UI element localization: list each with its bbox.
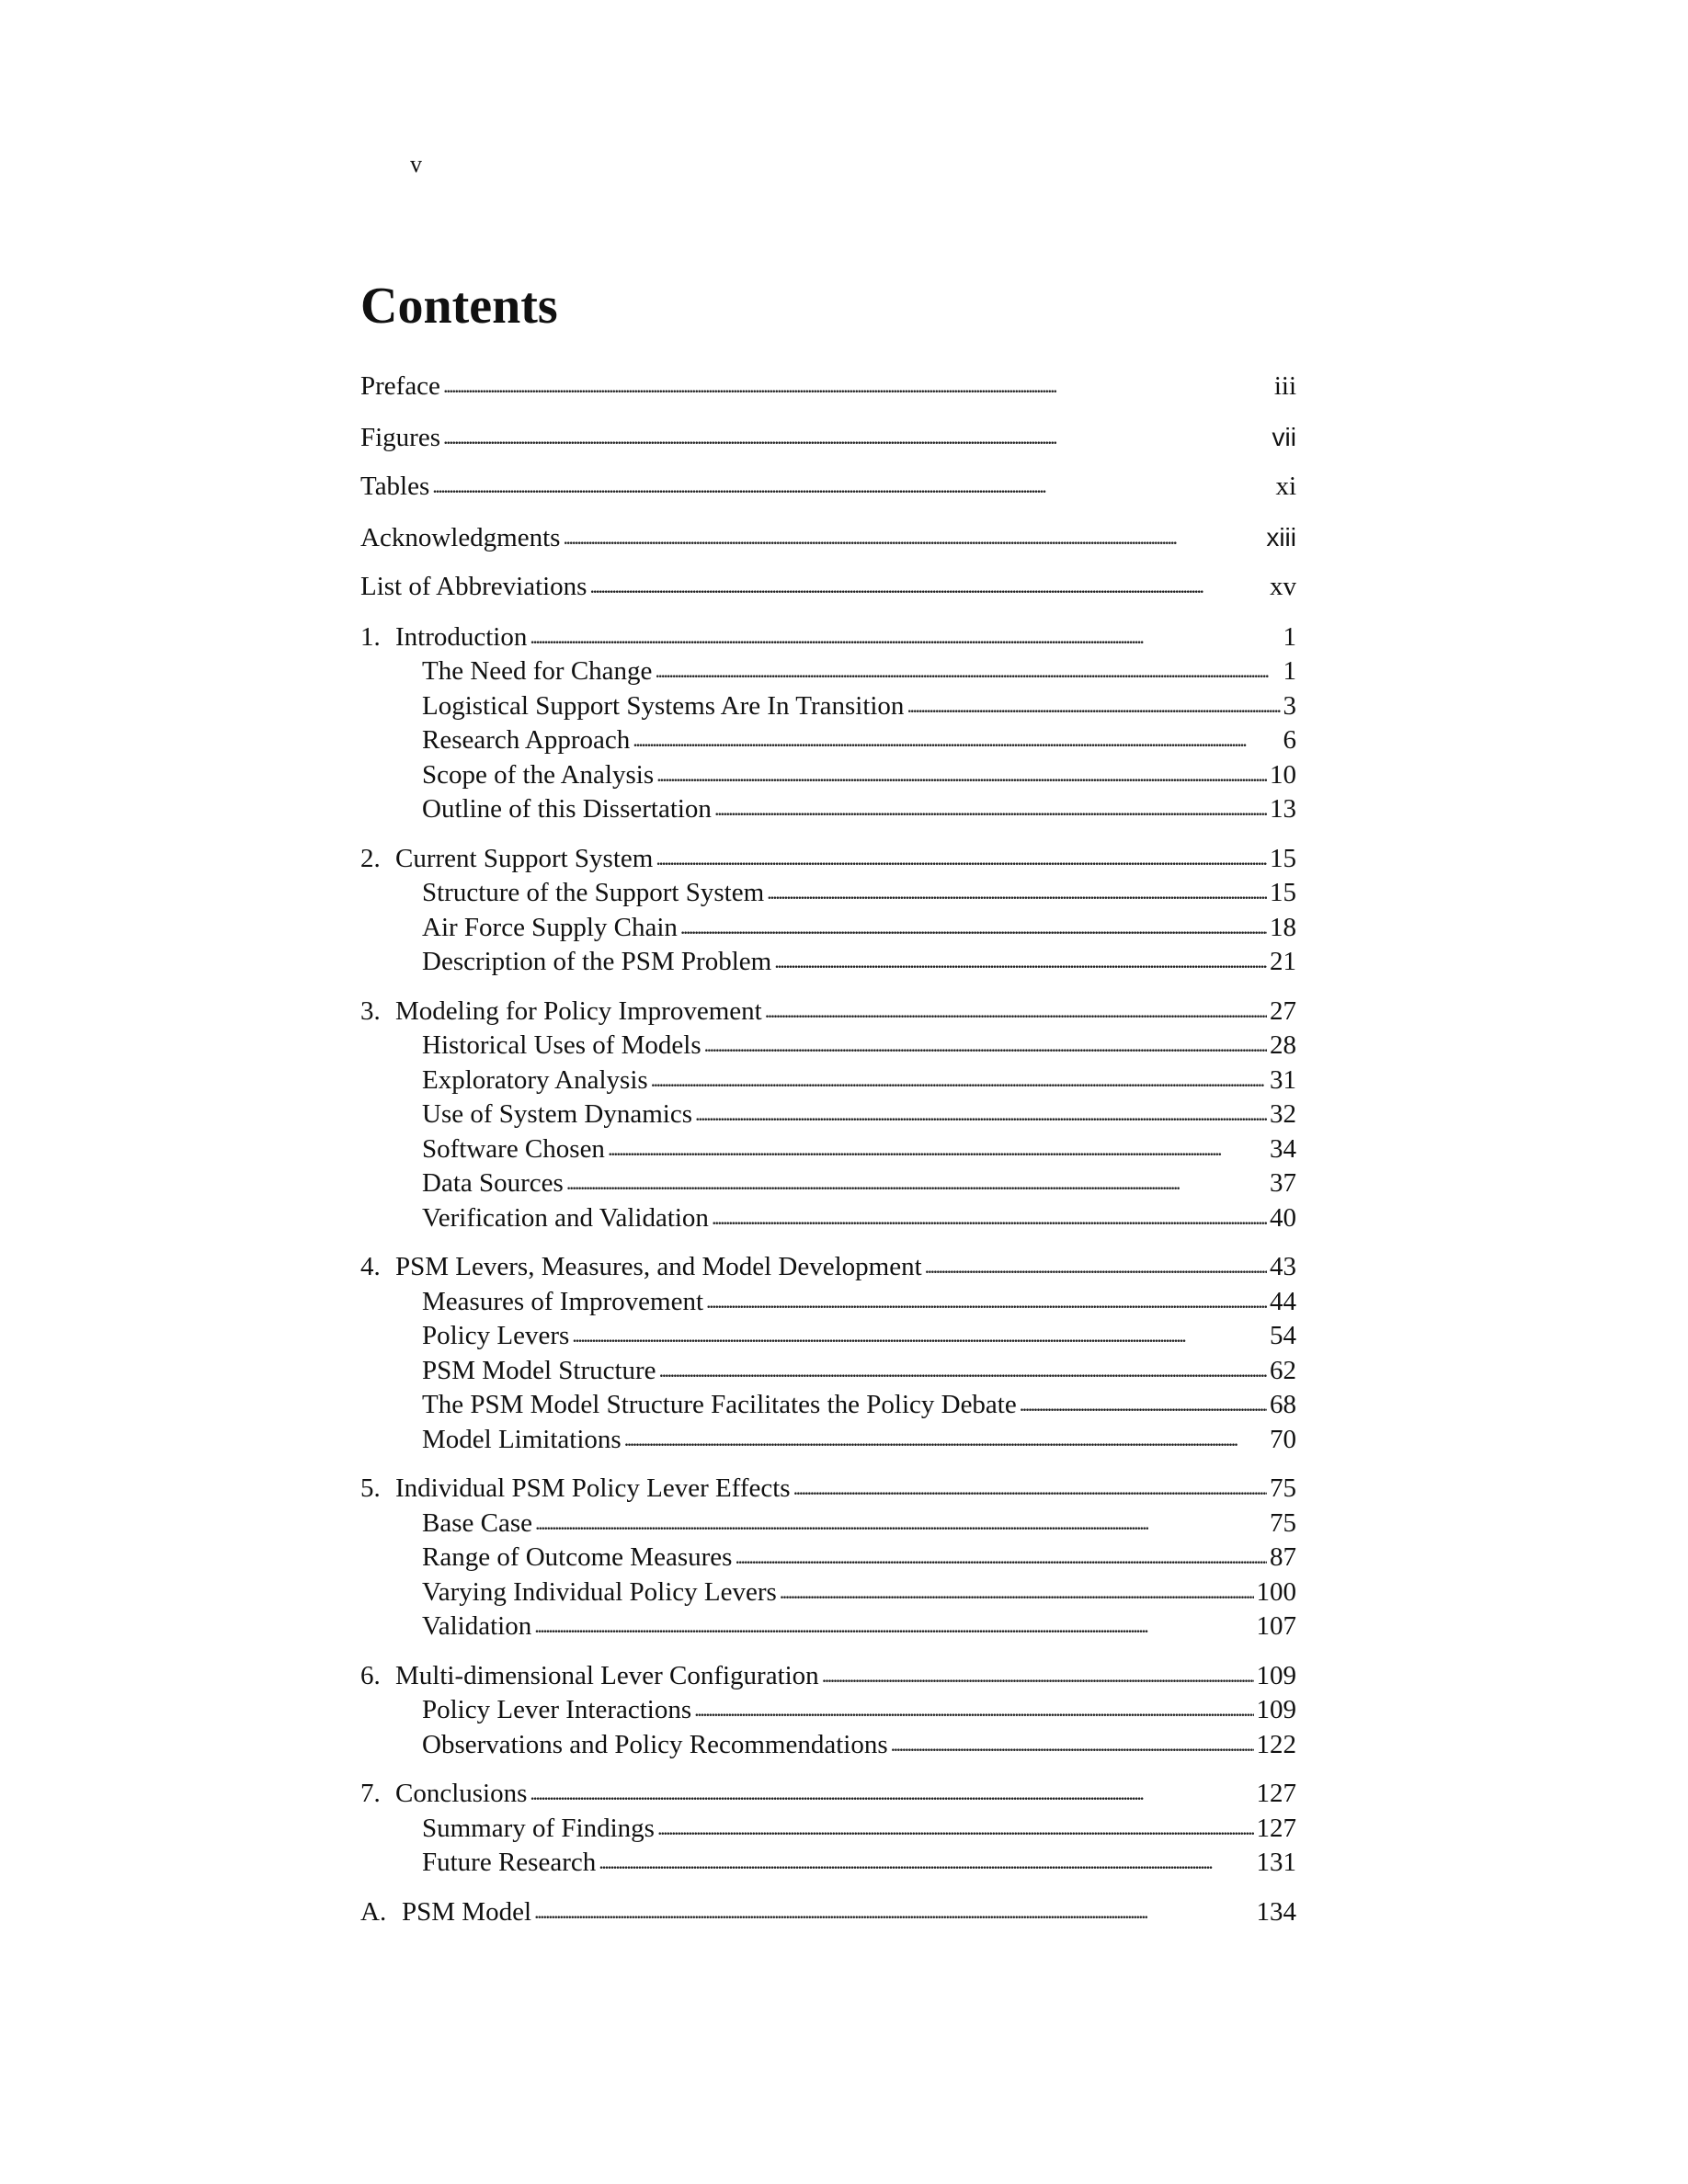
- toc-section-entry: [360, 1728, 1296, 1763]
- toc-entry-title: Figures: [360, 422, 440, 452]
- dot-leader: [534, 1608, 1253, 1644]
- page-number: v: [410, 151, 422, 177]
- toc-section-entry: [360, 1132, 1296, 1167]
- toc-entry-page: 131: [1256, 1848, 1296, 1877]
- dot-leader: [822, 1657, 1254, 1693]
- toc-entry-number: 2.: [360, 843, 381, 873]
- toc-entry-page: 109: [1256, 1695, 1296, 1724]
- page-title: Contents: [360, 278, 558, 335]
- toc-entry-page: 10: [1270, 759, 1296, 790]
- chapter-group: [360, 1250, 1296, 1457]
- toc-section-entry: [360, 1423, 1296, 1458]
- toc-entry-label: [422, 876, 764, 911]
- toc-entry-title: PSM Model Structure: [422, 1355, 656, 1385]
- dot-leader: [907, 688, 1280, 723]
- dot-leader: [793, 1470, 1267, 1506]
- toc-entry-title: PSM Model: [402, 1896, 532, 1927]
- toc-entry-title: Preface: [360, 371, 440, 401]
- toc-entry-label: [422, 1132, 605, 1167]
- toc-section-entry: [360, 1812, 1296, 1847]
- dot-leader: [706, 1283, 1267, 1319]
- front-matter-group: [360, 470, 1296, 505]
- toc-entry-title: Varying Individual Policy Levers: [422, 1576, 777, 1607]
- dot-leader: [599, 1844, 1253, 1880]
- toc-entry-page: 75: [1270, 1507, 1296, 1538]
- toc-entry-label: [422, 1812, 655, 1847]
- toc-section-entry: [360, 1610, 1296, 1644]
- toc-entry-page: xv: [1270, 572, 1296, 601]
- toc-entry-page: 28: [1270, 1030, 1296, 1060]
- toc-entry-page: 27: [1270, 995, 1296, 1026]
- toc-entry-title: Air Force Supply Chain: [422, 912, 678, 942]
- toc-front-matter-entry: [360, 370, 1296, 404]
- toc-entry-title: Logistical Support Systems Are In Transition: [422, 690, 905, 721]
- toc-entry-page: 62: [1270, 1355, 1296, 1385]
- toc-entry-page: xiii: [1266, 522, 1296, 552]
- dot-leader: [704, 1027, 1267, 1063]
- front-matter-group: [360, 370, 1296, 404]
- toc-entry-title: PSM Levers, Measures, and Model Development: [395, 1252, 922, 1281]
- dot-leader: [735, 1539, 1267, 1575]
- toc-entry-label: [360, 842, 653, 877]
- dot-leader: [694, 1691, 1253, 1727]
- front-matter-group: [360, 520, 1296, 555]
- toc-entry-number: 5.: [360, 1473, 381, 1503]
- toc-entry-title: Structure of the Support System: [422, 878, 765, 907]
- toc-entry-title: Current Support System: [395, 843, 654, 873]
- toc-section-entry: [360, 1388, 1296, 1423]
- dot-leader: [656, 756, 1267, 792]
- toc-entry-label: [360, 620, 527, 655]
- toc-entry-title: Conclusions: [395, 1779, 528, 1808]
- dot-leader: [659, 1352, 1267, 1388]
- toc-entry-label: [360, 470, 429, 505]
- dot-leader: [765, 993, 1267, 1029]
- toc-entry-label: [422, 654, 652, 689]
- toc-entry-title: Summary of Findings: [422, 1813, 655, 1843]
- toc-section-entry: [360, 1201, 1296, 1236]
- toc-entry-title: Policy Levers: [422, 1321, 570, 1350]
- toc-entry-page: 15: [1270, 843, 1296, 873]
- dot-leader: [680, 909, 1267, 945]
- toc-entry-page: 31: [1270, 1064, 1296, 1095]
- dot-leader: [651, 1062, 1267, 1098]
- chapter-entries: [360, 620, 1296, 1881]
- toc-section-entry: [360, 1693, 1296, 1728]
- toc-entry-page: 43: [1270, 1252, 1296, 1281]
- toc-entry-title: Policy Lever Interactions: [422, 1695, 692, 1724]
- toc-entry-label: [360, 1777, 527, 1812]
- toc-section-entry: [360, 1846, 1296, 1881]
- chapter-group: [360, 1472, 1296, 1644]
- toc-entry-page: 1: [1283, 621, 1296, 652]
- dot-leader: [608, 1131, 1267, 1166]
- toc-entry-label: [422, 1201, 709, 1236]
- toc-entry-title: Historical Uses of Models: [422, 1030, 701, 1060]
- toc-entry-page: 127: [1256, 1779, 1296, 1808]
- chapter-group: [360, 995, 1296, 1236]
- toc-entry-page: 3: [1283, 690, 1296, 721]
- toc-entry-page: 134: [1256, 1896, 1296, 1927]
- toc-section-entry: [360, 876, 1296, 911]
- toc-entry-label: [360, 995, 762, 1029]
- toc-entry-label: [422, 1728, 888, 1763]
- toc-entry-page: 100: [1256, 1576, 1296, 1607]
- appendix-entries: [360, 1895, 1296, 1930]
- toc-entry-page: vii: [1272, 422, 1296, 451]
- toc-entry-page: 13: [1270, 794, 1296, 824]
- toc-entry-label: [360, 1250, 922, 1285]
- toc-entry-label: [422, 945, 771, 980]
- toc-section-entry: [360, 723, 1296, 758]
- toc-chapter-entry: [360, 1777, 1296, 1812]
- toc-front-matter-entry: [360, 520, 1296, 555]
- toc-entry-title: Acknowledgments: [360, 522, 561, 552]
- toc-entry-title: Base Case: [422, 1507, 532, 1538]
- toc-entry-number: A.: [360, 1896, 387, 1927]
- toc-entry-label: [422, 1064, 648, 1098]
- toc-entry-page: 32: [1270, 1099, 1296, 1129]
- toc-chapter-entry: [360, 1659, 1296, 1694]
- toc-entry-label: [422, 723, 630, 758]
- toc-entry-title: Model Limitations: [422, 1424, 622, 1454]
- toc-front-matter-entry: [360, 570, 1296, 605]
- toc-entry-title: Future Research: [422, 1848, 597, 1877]
- toc-entry-label: [422, 1354, 656, 1389]
- toc-entry-label: [422, 792, 712, 827]
- toc-section-entry: [360, 1319, 1296, 1354]
- toc-entry-page: 107: [1256, 1611, 1296, 1641]
- toc-entry-page: iii: [1273, 371, 1296, 401]
- front-matter-group: [360, 570, 1296, 605]
- toc-entry-label: [422, 1507, 532, 1541]
- toc-entry-page: 122: [1256, 1729, 1296, 1759]
- toc-section-entry: [360, 945, 1296, 980]
- toc-entry-title: Validation: [422, 1611, 532, 1641]
- toc-entry-label: [422, 911, 678, 946]
- toc-entry-page: 127: [1256, 1813, 1296, 1843]
- toc-entry-number: 1.: [360, 621, 381, 652]
- chapter-group: [360, 620, 1296, 827]
- dot-leader: [714, 791, 1267, 826]
- toc-entry-label: [422, 1846, 596, 1881]
- front-matter-group: [360, 420, 1296, 455]
- toc-chapter-entry: [360, 995, 1296, 1029]
- dot-leader: [432, 468, 1272, 504]
- dot-leader: [589, 568, 1267, 604]
- dot-leader: [1020, 1386, 1267, 1422]
- toc-entry-label: [422, 1098, 692, 1132]
- toc-section-entry: [360, 911, 1296, 946]
- toc-entry-title: Measures of Improvement: [422, 1286, 704, 1316]
- toc-entry-title: Multi-dimensional Lever Configuration: [395, 1660, 819, 1690]
- dot-leader: [774, 943, 1267, 979]
- toc-section-entry: [360, 1029, 1296, 1064]
- toc-chapter-entry: [360, 1472, 1296, 1507]
- toc-section-entry: [360, 654, 1296, 689]
- dot-leader: [925, 1248, 1267, 1284]
- toc-entry-title: Outline of this Dissertation: [422, 794, 712, 824]
- dot-leader: [563, 519, 1263, 555]
- toc-entry-page: 1: [1283, 656, 1296, 686]
- table-of-contents: [360, 370, 1296, 1944]
- toc-entry-label: [422, 1693, 691, 1728]
- toc-entry-label: [422, 1285, 703, 1320]
- dot-leader: [443, 419, 1270, 455]
- dot-leader: [655, 653, 1280, 688]
- toc-entry-label: [422, 758, 654, 793]
- front-matter-entries: [360, 370, 1296, 605]
- toc-section-entry: [360, 758, 1296, 793]
- toc-entry-label: [422, 1319, 569, 1354]
- dot-leader: [534, 1894, 1253, 1929]
- toc-entry-title: The Need for Change: [422, 656, 653, 686]
- toc-entry-label: [360, 521, 560, 556]
- toc-entry-title: Observations and Policy Recommendations: [422, 1729, 888, 1759]
- toc-entry-label: [422, 1541, 732, 1575]
- toc-chapter-entry: [360, 842, 1296, 877]
- toc-entry-label: [360, 570, 587, 605]
- toc-section-entry: [360, 1098, 1296, 1132]
- toc-chapter-entry: [360, 620, 1296, 655]
- toc-entry-label: [422, 1575, 777, 1610]
- dot-leader: [656, 840, 1267, 876]
- toc-chapter-entry: [360, 1250, 1296, 1285]
- toc-entry-title: Verification and Validation: [422, 1202, 709, 1233]
- dot-leader: [780, 1574, 1254, 1610]
- toc-entry-page: 44: [1270, 1286, 1296, 1316]
- toc-section-entry: [360, 689, 1296, 724]
- dot-leader: [624, 1421, 1267, 1457]
- toc-entry-page: 68: [1270, 1390, 1296, 1419]
- chapter-group: [360, 1659, 1296, 1763]
- toc-entry-title: Scope of the Analysis: [422, 759, 655, 790]
- dot-leader: [633, 722, 1280, 757]
- dot-leader: [767, 874, 1267, 910]
- toc-entry-page: 70: [1270, 1424, 1296, 1454]
- toc-entry-number: 7.: [360, 1779, 381, 1808]
- toc-section-entry: [360, 1575, 1296, 1610]
- toc-front-matter-entry: [360, 420, 1296, 455]
- toc-entry-label: [360, 421, 440, 456]
- toc-entry-title: Research Approach: [422, 725, 631, 755]
- toc-entry-number: 6.: [360, 1660, 381, 1690]
- toc-entry-title: Software Chosen: [422, 1133, 605, 1164]
- toc-entry-number: 3.: [360, 995, 381, 1026]
- toc-entry-page: 40: [1270, 1202, 1296, 1233]
- toc-front-matter-entry: [360, 470, 1296, 505]
- toc-entry-label: [360, 1472, 791, 1507]
- toc-section-entry: [360, 1354, 1296, 1389]
- dot-leader: [566, 1165, 1267, 1200]
- toc-entry-label: [422, 1423, 622, 1458]
- toc-entry-number: 4.: [360, 1252, 381, 1281]
- toc-appendix-entry: [360, 1895, 1296, 1930]
- toc-entry-title: Description of the PSM Problem: [422, 947, 772, 976]
- toc-entry-page: xi: [1275, 472, 1296, 501]
- dot-leader: [530, 619, 1280, 654]
- chapter-group: [360, 1777, 1296, 1881]
- toc-entry-page: 21: [1270, 947, 1296, 976]
- toc-entry-title: List of Abbreviations: [360, 572, 587, 601]
- dot-leader: [891, 1726, 1254, 1762]
- toc-entry-label: [422, 1610, 531, 1644]
- toc-entry-page: 18: [1270, 912, 1296, 942]
- toc-section-entry: [360, 1166, 1296, 1201]
- dot-leader: [695, 1096, 1267, 1132]
- toc-section-entry: [360, 1285, 1296, 1320]
- toc-entry-title: Introduction: [395, 621, 528, 652]
- toc-entry-page: 37: [1270, 1168, 1296, 1198]
- toc-entry-label: [422, 1029, 701, 1064]
- toc-section-entry: [360, 1541, 1296, 1575]
- toc-entry-page: 6: [1283, 725, 1296, 755]
- toc-entry-title: Exploratory Analysis: [422, 1064, 648, 1095]
- toc-section-entry: [360, 792, 1296, 827]
- toc-entry-page: 75: [1270, 1473, 1296, 1503]
- toc-entry-title: Modeling for Policy Improvement: [395, 995, 762, 1026]
- dot-leader: [657, 1810, 1254, 1846]
- toc-entry-label: [422, 1388, 1017, 1423]
- toc-entry-title: The PSM Model Structure Facilitates the Policy Debate: [422, 1390, 1017, 1419]
- toc-entry-title: Individual PSM Policy Lever Effects: [395, 1473, 791, 1503]
- toc-entry-title: Range of Outcome Measures: [422, 1542, 733, 1572]
- toc-entry-page: 34: [1270, 1133, 1296, 1164]
- toc-section-entry: [360, 1064, 1296, 1098]
- toc-entry-page: 15: [1270, 878, 1296, 907]
- toc-entry-label: [360, 1895, 531, 1930]
- dot-leader: [535, 1505, 1267, 1541]
- dot-leader: [530, 1775, 1253, 1811]
- toc-entry-page: 87: [1270, 1542, 1296, 1572]
- chapter-group: [360, 842, 1296, 980]
- toc-entry-label: [360, 370, 440, 404]
- toc-entry-title: Use of System Dynamics: [422, 1099, 692, 1129]
- toc-entry-title: Data Sources: [422, 1168, 564, 1198]
- dot-leader: [572, 1317, 1267, 1353]
- toc-entry-label: [422, 689, 904, 724]
- toc-entry-page: 54: [1270, 1321, 1296, 1350]
- toc-section-entry: [360, 1507, 1296, 1541]
- toc-entry-label: [360, 1659, 819, 1694]
- dot-leader: [712, 1200, 1267, 1235]
- toc-entry-title: Tables: [360, 472, 430, 501]
- toc-entry-label: [422, 1166, 564, 1201]
- dot-leader: [443, 368, 1272, 404]
- toc-entry-page: 109: [1256, 1660, 1296, 1690]
